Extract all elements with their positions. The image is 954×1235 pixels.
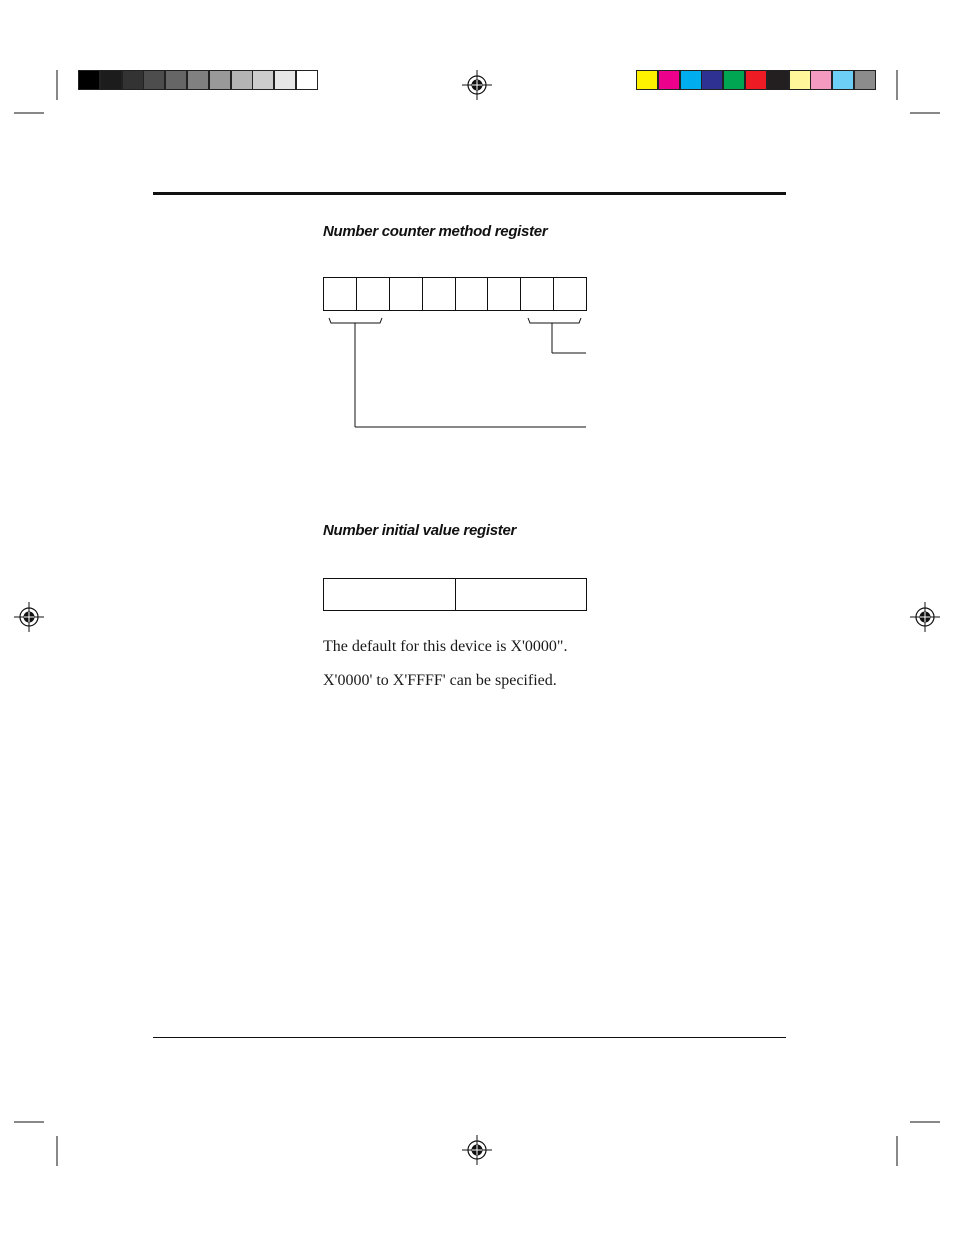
registration-target-top xyxy=(462,70,492,100)
bit-cell xyxy=(488,278,521,310)
bit-cell xyxy=(390,278,423,310)
registration-target-bottom xyxy=(462,1135,492,1165)
bit-cell xyxy=(423,278,456,310)
counter-method-heading: Number counter method register xyxy=(323,223,548,240)
registration-target-right xyxy=(910,602,940,632)
low-byte-cell xyxy=(456,579,587,610)
initial-value-heading: Number initial value register xyxy=(323,522,517,539)
header-rule xyxy=(153,192,786,195)
bit-cell xyxy=(554,278,586,310)
value-range-text: X'0000' to X'FFFF' can be specified. xyxy=(323,672,557,689)
counter-method-bit-field xyxy=(323,277,587,311)
initial-value-field xyxy=(323,578,587,611)
bit-group-leader-lines xyxy=(320,312,590,432)
footer-rule xyxy=(153,1037,786,1038)
bit-group-bracket-left xyxy=(329,318,382,323)
bit-cell xyxy=(324,278,357,310)
bit-group-bracket-right xyxy=(528,318,581,323)
bit-cell xyxy=(521,278,554,310)
bit-cell xyxy=(357,278,390,310)
registration-target-left xyxy=(14,602,44,632)
high-byte-cell xyxy=(324,579,456,610)
bit-cell xyxy=(456,278,489,310)
default-value-text: The default for this device is X'0000". xyxy=(323,638,568,655)
